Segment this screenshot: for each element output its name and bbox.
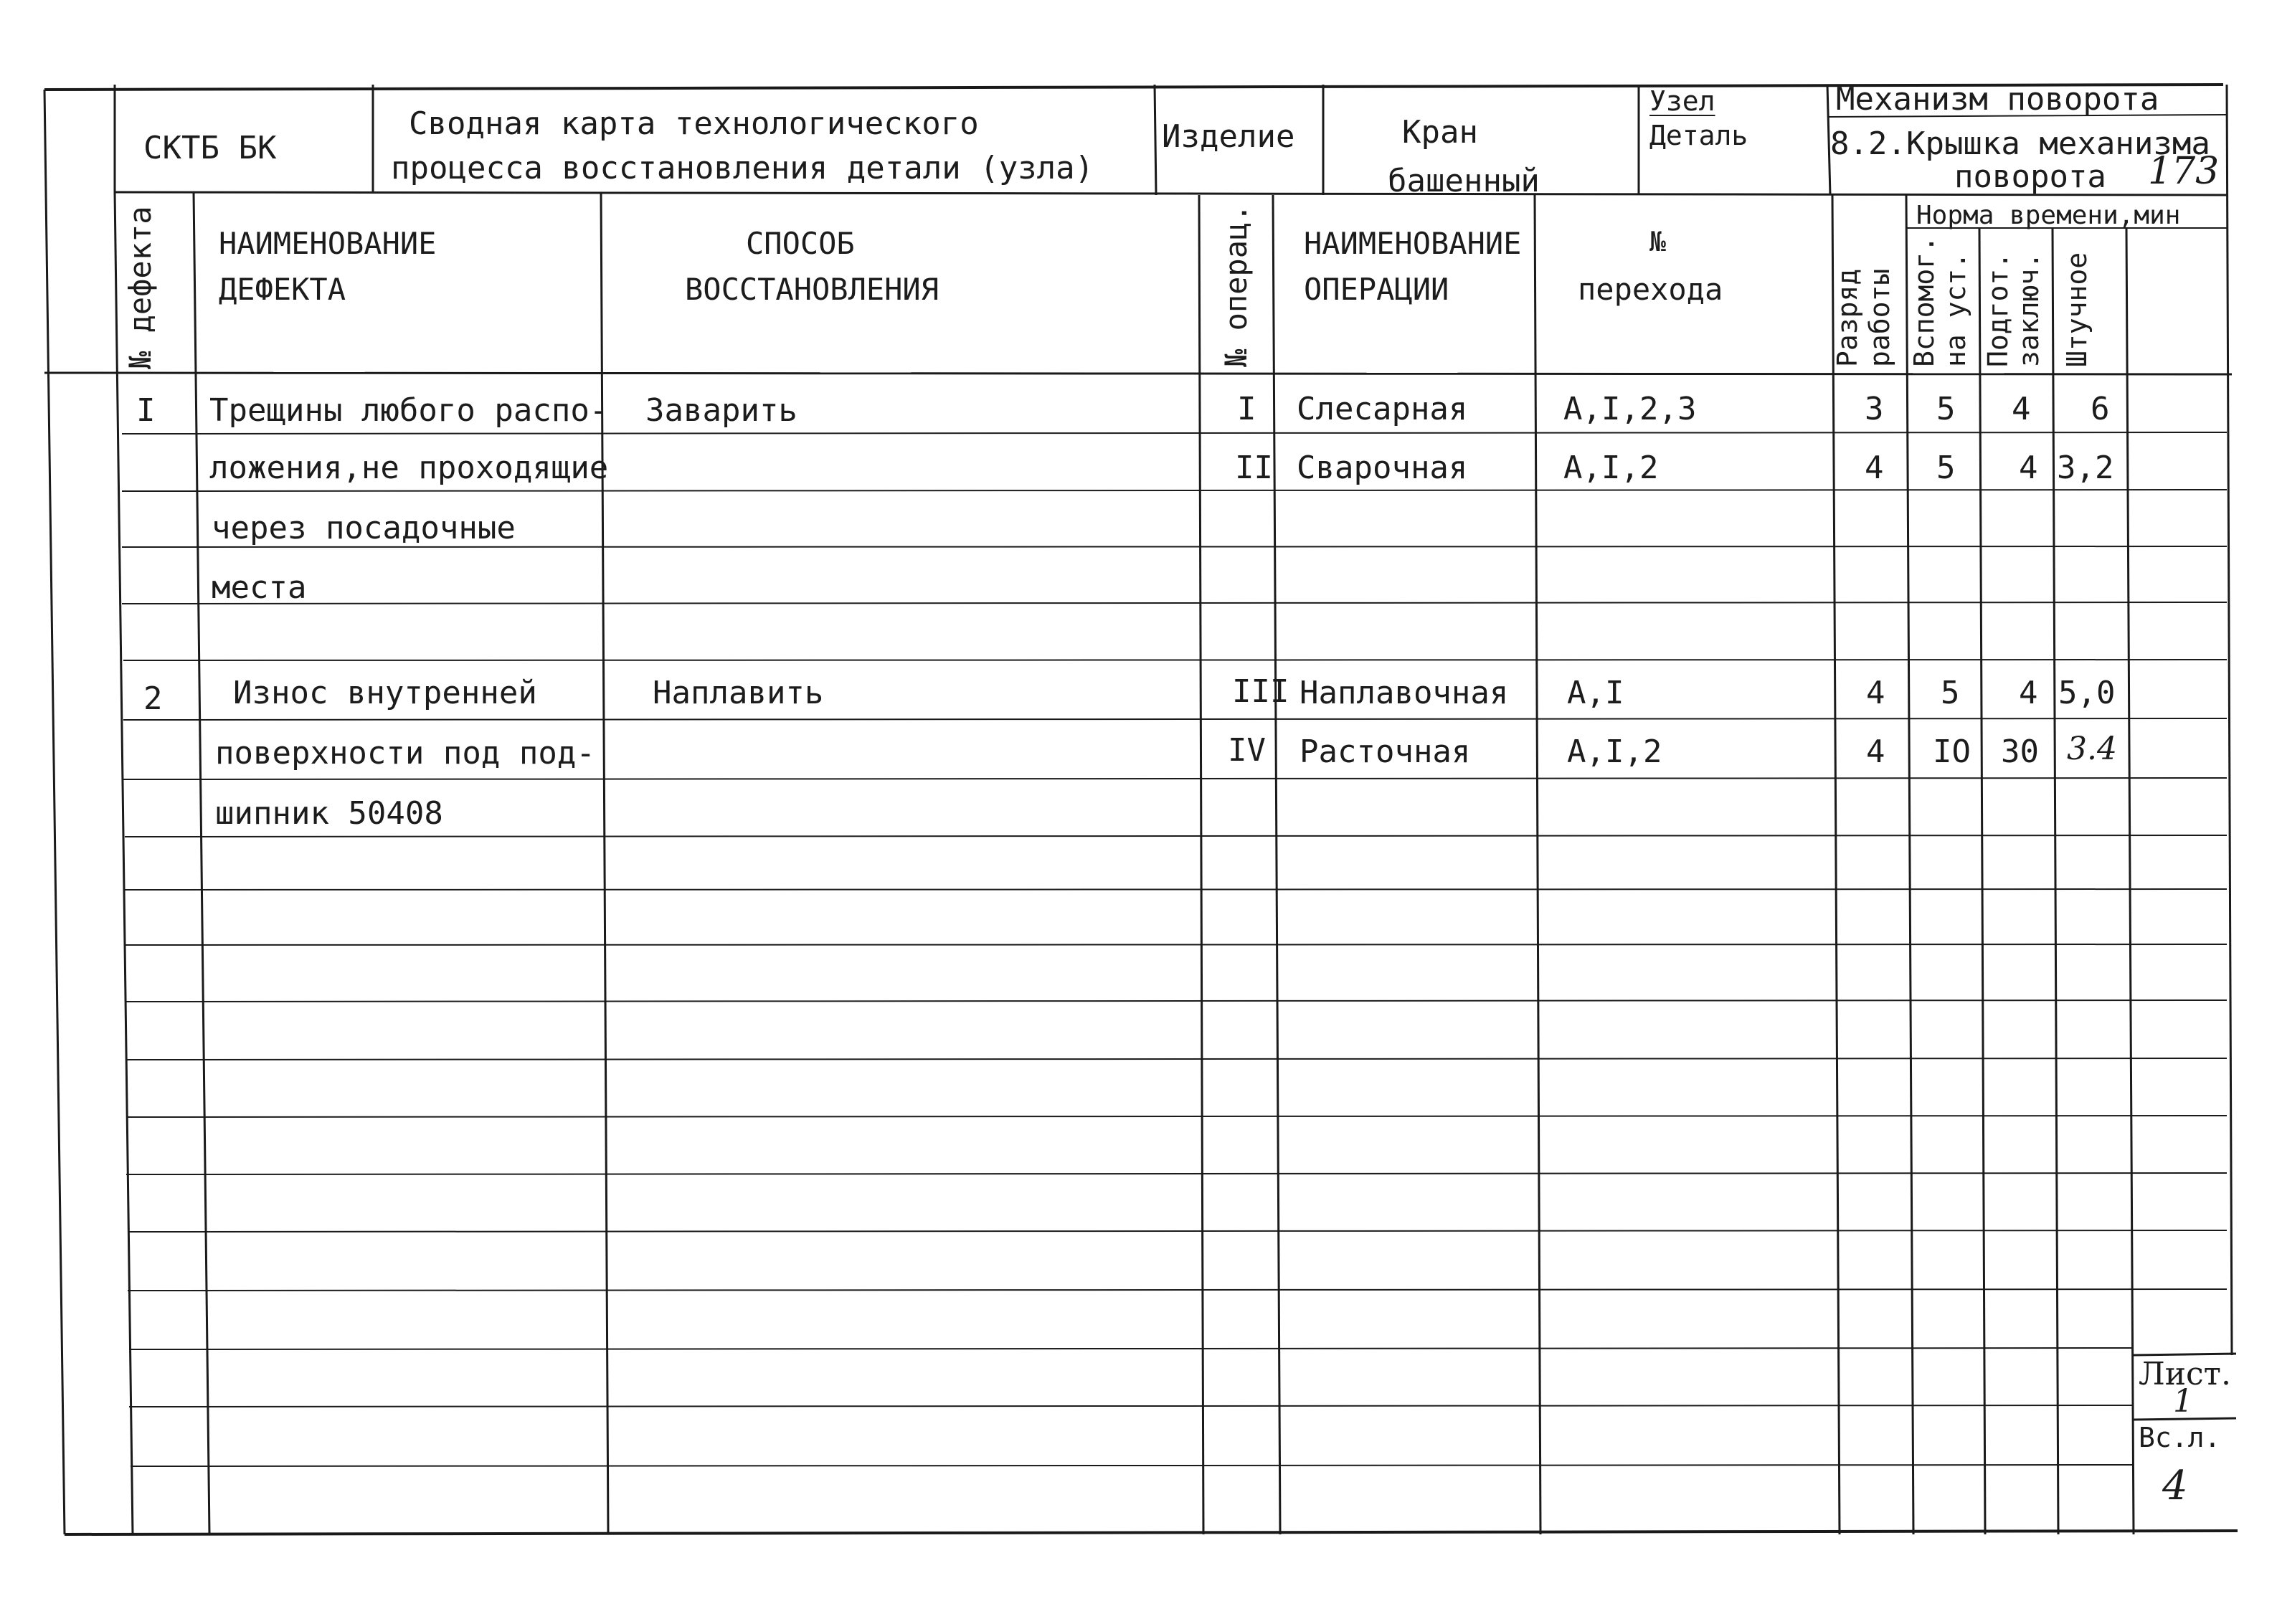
op-2-number: II [1235,450,1273,486]
part-value-line2: поворота [1954,158,2106,195]
op-1-number: I [1237,391,1256,427]
product-label: Изделие [1162,118,1295,155]
defect-1-name-line4: места [212,569,307,606]
op-1-piece: 6 [2091,391,2110,427]
op-2-piece: 3,2 [2057,450,2114,486]
op-4-name: Расточная [1300,733,1471,770]
col-op-name-line1: НАИМЕНОВАНИЕ [1304,226,1522,261]
total-sheets-label: Вс.л. [2139,1422,2221,1453]
op-3-piece: 5,0 [2058,675,2116,711]
sheet-number: 1 [2173,1383,2193,1420]
defect-2-name-line2: поверхности под под- [215,735,595,771]
op-4-piece: 3.4 [2067,731,2117,767]
op-2-grade: 4 [1865,450,1884,486]
col-method-line1: СПОСОБ [746,226,855,261]
col-defect-no: № дефекта [123,206,158,369]
col-method-line2: ВОССТАНОВЛЕНИЯ [685,272,939,307]
part-number: 173 [2148,150,2220,193]
product-value-line2: башенный [1388,163,1540,199]
op-2-prep: 4 [2019,450,2038,486]
col-op-no: № операц. [1218,204,1254,367]
op-4-prep: 30 [2001,733,2039,770]
op-1-prep: 4 [2012,391,2031,427]
col-op-name-line2: ОПЕРАЦИИ [1304,272,1449,307]
unit-label: Узел [1649,85,1715,117]
op-4-grade: 4 [1866,733,1885,770]
col-transition-line2: перехода [1578,272,1723,307]
op-1-transition: А,I,2,3 [1563,391,1697,427]
op-2-transition: А,I,2 [1563,450,1659,486]
op-1-aux: 5 [1936,391,1956,427]
op-4-number: IV [1228,732,1266,769]
defect-2-name-line1: Износ внутренней [233,675,537,711]
col-defect-name-line1: НАИМЕНОВАНИЕ [219,226,437,261]
defect-2-method: Наплавить [653,675,824,711]
op-3-number: III [1232,673,1289,710]
col-aux-line2: на уст. [1940,252,1971,367]
op-3-grade: 4 [1866,675,1885,711]
col-time-norm: Норма времени,мин [1916,201,2181,230]
op-4-aux: IO [1933,733,1971,770]
col-prep-line2: заключ. [2013,252,2045,367]
org-name: СКТБ БК [143,130,277,166]
defect-1-no: I [136,392,156,429]
defect-2-name-line3: шипник 50408 [215,795,443,832]
col-defect-name-line2: ДЕФЕКТА [219,272,346,307]
op-3-prep: 4 [2019,675,2038,711]
col-piece: Штучное [2061,252,2093,367]
document-title-line2: процесса восстановления детали (узла) [391,150,1094,186]
defect-1-method: Заварить [645,392,797,429]
col-prep-line1: Подгот. [1982,252,2014,367]
product-value-line1: Кран [1402,114,1478,151]
sheet-label: Лист. [2139,1356,2232,1392]
col-grade-line1: Разряд [1832,268,1863,367]
unit-value: Механизм поворота [1836,81,2159,118]
col-transition-line1: № [1649,226,1666,257]
op-3-name: Наплавочная [1300,675,1509,711]
col-aux-line1: Вспомог. [1908,235,1940,367]
op-2-aux: 5 [1936,450,1956,486]
defect-1-name-line1: Трещины любого распо- [209,392,609,429]
defect-1-name-line3: через посадочные [212,510,516,546]
op-1-grade: 3 [1865,391,1884,427]
part-label: Деталь [1649,120,1748,151]
part-value-line1: 8.2.Крышка механизма [1830,125,2210,162]
op-3-transition: А,I [1567,675,1624,711]
col-grade-line2: работы [1864,268,1895,367]
document-title-line1: Сводная карта технологического [409,105,979,142]
defect-2-no: 2 [143,680,163,717]
op-2-name: Сварочная [1297,450,1468,486]
op-1-name: Слесарная [1297,391,1468,427]
op-3-aux: 5 [1941,675,1960,711]
op-4-transition: А,I,2 [1567,733,1662,770]
defect-1-name-line2: ложения,не проходящие [209,450,609,486]
total-sheets-number: 4 [2162,1463,2188,1509]
